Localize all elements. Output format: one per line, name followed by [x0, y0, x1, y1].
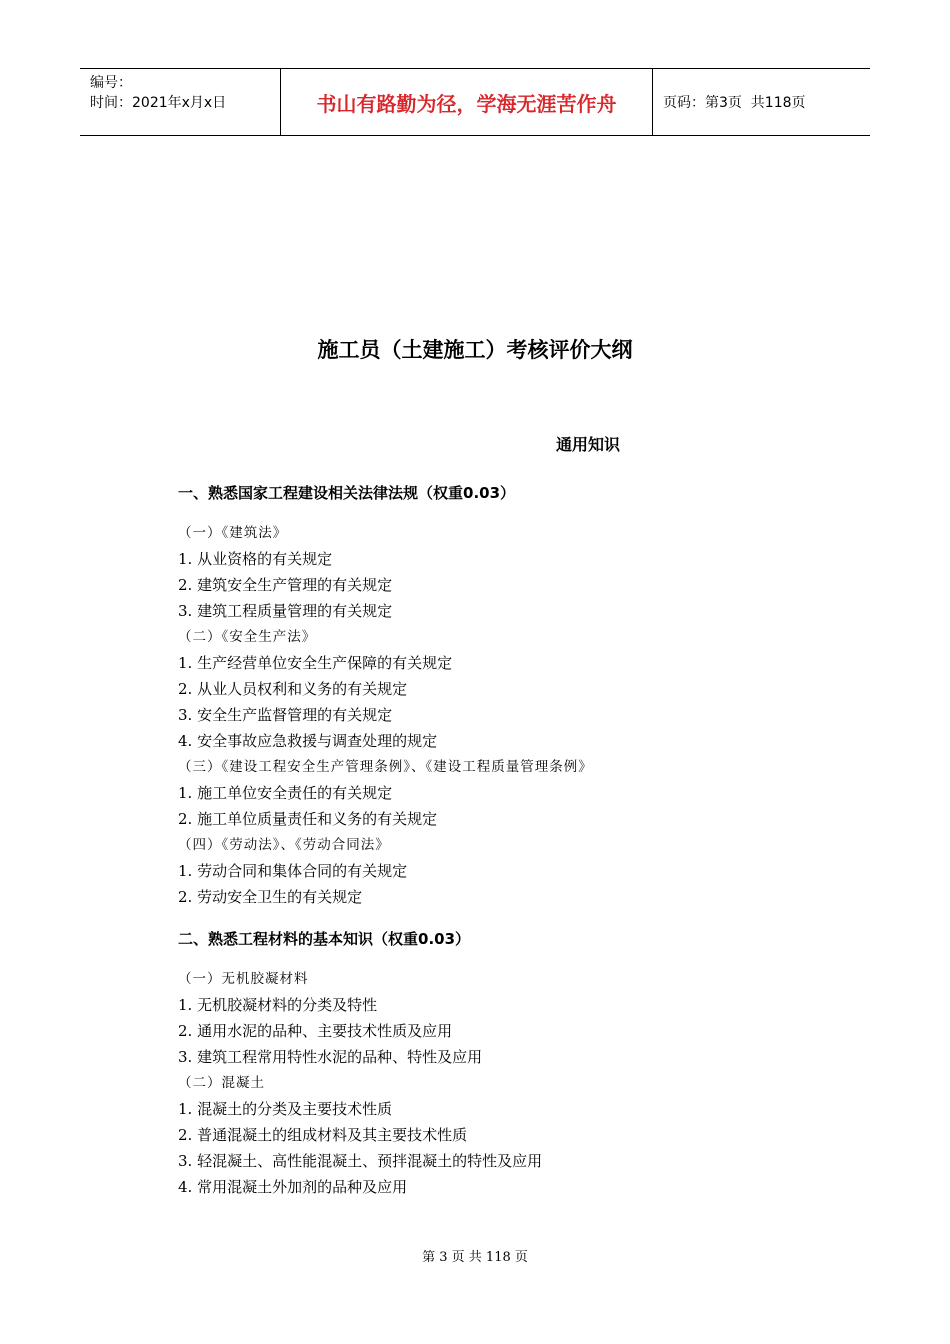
group-heading: （二）混凝土	[178, 1075, 265, 1091]
group-heading: （一）《建筑法》	[178, 525, 288, 541]
section-heading: 一、熟悉国家工程建设相关法律法规（权重0.03）	[178, 484, 516, 502]
document-title: 施工员（土建施工）考核评价大纲	[317, 338, 633, 362]
document-subtitle: 通用知识	[556, 435, 621, 454]
list-item: 2. 从业人员权利和义务的有关规定	[178, 680, 408, 698]
list-item: 3. 轻混凝土、高性能混凝土、预拌混凝土的特性及应用	[178, 1152, 543, 1170]
group-heading: （一）无机胶凝材料	[178, 971, 309, 987]
list-item: 1. 无机胶凝材料的分类及特性	[178, 996, 378, 1014]
group-heading: （二）《安全生产法》	[178, 629, 317, 645]
list-item: 1. 生产经营单位安全生产保障的有关规定	[178, 654, 453, 672]
list-item: 2. 施工单位质量责任和义务的有关规定	[178, 810, 438, 828]
list-item: 3. 安全生产监督管理的有关规定	[178, 706, 393, 724]
list-item: 1. 施工单位安全责任的有关规定	[178, 784, 393, 802]
header-page-info: 页码：第3页 共118页	[663, 95, 806, 111]
document-number-label: 编号：	[90, 75, 132, 91]
list-item: 3. 建筑工程质量管理的有关规定	[178, 602, 393, 620]
list-item: 2. 普通混凝土的组成材料及其主要技术性质	[178, 1126, 468, 1144]
page-header	[80, 68, 870, 136]
list-item: 2. 通用水泥的品种、主要技术性质及应用	[178, 1022, 453, 1040]
list-item: 2. 建筑安全生产管理的有关规定	[178, 576, 393, 594]
list-item: 2. 劳动安全卫生的有关规定	[178, 888, 363, 906]
header-meta	[80, 69, 281, 135]
document-date: 时间：2021年x月x日	[90, 95, 227, 111]
document-body	[178, 480, 878, 1200]
section-heading: 二、熟悉工程材料的基本知识（权重0.03）	[178, 930, 471, 948]
page-footer: 第 3 页 共 118 页	[422, 1250, 528, 1265]
list-item: 1. 从业资格的有关规定	[178, 550, 333, 568]
group-heading: （四）《劳动法》、《劳动合同法》	[178, 837, 390, 853]
header-motto: 书山有路勤为径，学海无涯苦作舟	[281, 69, 653, 135]
list-item: 1. 劳动合同和集体合同的有关规定	[178, 862, 408, 880]
group-heading: （三）《建设工程安全生产管理条例》、《建设工程质量管理条例》	[178, 759, 593, 775]
list-item: 3. 建筑工程常用特性水泥的品种、特性及应用	[178, 1048, 483, 1066]
list-item: 1. 混凝土的分类及主要技术性质	[178, 1100, 393, 1118]
list-item: 4. 常用混凝土外加剂的品种及应用	[178, 1178, 408, 1196]
list-item: 4. 安全事故应急救援与调查处理的规定	[178, 732, 438, 750]
